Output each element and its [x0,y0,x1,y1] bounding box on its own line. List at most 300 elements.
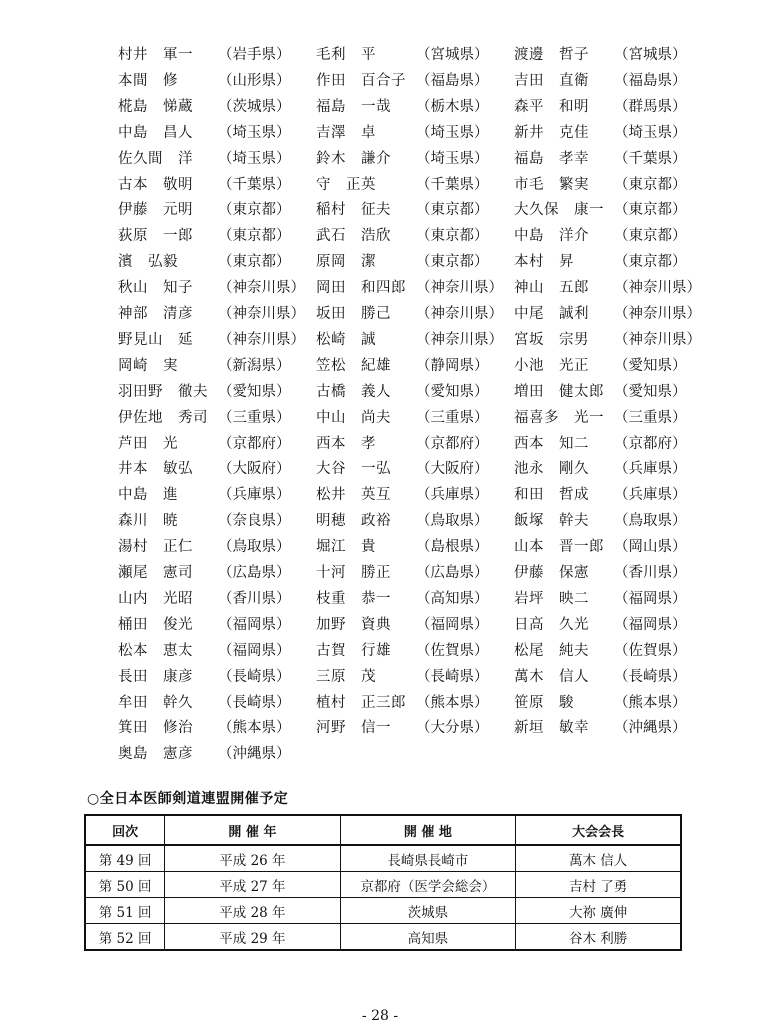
member-prefecture: （埼玉県） [218,124,291,141]
member-entry [118,249,308,275]
member-name: 毛利 平 [316,47,376,63]
member-name: 松本 恵太 [118,642,193,659]
member-prefecture: （香川県） [218,590,291,607]
member-entry [514,482,704,508]
member-entry [514,560,704,586]
member-entry [514,379,704,405]
member-prefecture: （福岡県） [614,590,687,607]
member-entry [316,146,506,172]
member-entry [514,146,704,172]
member-prefecture: （長崎県） [218,694,291,711]
member-prefecture: （群馬県） [614,98,687,115]
member-name: 羽田野 徹夫 [118,383,208,400]
member-entry [316,638,506,664]
member-entry [118,741,308,767]
member-prefecture: （東京都） [416,254,489,271]
member-prefecture: （愛知県） [416,383,489,400]
member-entry [316,560,506,586]
member-prefecture: （佐賀県） [614,642,687,659]
member-prefecture: （栃木県） [416,98,489,115]
member-row [0,68,760,94]
member-entry [118,405,308,431]
member-name: 西本 知二 [514,435,589,452]
member-entry [316,664,506,690]
member-name: 佐久間 洋 [118,150,193,167]
member-entry [118,664,308,690]
member-row [0,146,760,172]
member-prefecture: （神奈川県） [416,280,503,297]
member-prefecture: （東京都） [614,254,687,271]
member-prefecture: （奈良県） [218,513,291,530]
member-prefecture: （広島県） [218,565,291,581]
member-prefecture: （岡山県） [614,539,687,556]
member-entry [118,327,308,353]
member-entry [316,94,506,120]
member-prefecture: （神奈川県） [218,306,305,322]
member-prefecture: （島根県） [416,539,489,556]
member-prefecture: （東京都） [218,254,291,271]
member-entry [316,405,506,431]
member-entry [118,223,308,249]
member-prefecture: （愛知県） [218,383,291,400]
member-row [0,223,760,249]
member-name: 村井 軍一 [118,47,193,63]
member-name: 山本 晋一郎 [514,539,604,556]
member-row [0,379,760,405]
member-entry [316,353,506,379]
member-prefecture: （岩手県） [218,47,291,63]
member-entry [118,379,308,405]
member-entry [316,586,506,612]
member-name: 神部 清彦 [118,306,193,322]
member-name: 中島 洋介 [514,228,589,245]
member-name: 松崎 誠 [316,331,376,348]
member-entry [316,301,506,327]
member-entry [316,223,506,249]
member-prefecture: （鳥取県） [614,513,687,530]
member-row [0,690,760,716]
member-prefecture: （兵庫県） [416,487,489,504]
member-name: 池永 剛久 [514,461,589,478]
member-entry [514,690,704,716]
member-name: 飯塚 幹夫 [514,513,589,530]
member-name: 和田 哲成 [514,487,589,504]
member-row [0,431,760,457]
member-name: 大谷 一弘 [316,461,391,478]
member-name: 吉澤 卓 [316,124,376,141]
member-prefecture: （愛知県） [614,383,687,400]
member-prefecture: （福岡県） [218,642,291,659]
member-prefecture: （東京都） [614,228,687,245]
member-name: 山内 光昭 [118,590,193,607]
member-entry [514,664,704,690]
member-name: 市毛 繁実 [514,176,589,193]
member-entry [316,431,506,457]
member-name: 中島 進 [118,487,178,504]
member-row [0,172,760,198]
member-row [0,197,760,223]
member-name: 吉田 直衛 [514,72,589,89]
member-row [0,482,760,508]
member-entry [316,327,506,353]
member-prefecture: （埼玉県） [218,150,291,167]
member-name: 牟田 幹久 [118,694,193,711]
member-prefecture: （高知県） [416,590,489,607]
member-name: 芦田 光 [118,435,178,452]
member-entry [118,301,308,327]
cell-president: 大祢 廣伸 [516,898,681,924]
member-prefecture: （福島県） [614,72,687,89]
member-entry [514,42,704,68]
member-name: 伊藤 元明 [118,202,193,219]
member-prefecture: （長崎県） [416,668,489,685]
member-entry [514,353,704,379]
member-prefecture: （埼玉県） [416,150,489,167]
member-name: 福島 孝幸 [514,150,589,167]
member-prefecture: （神奈川県） [218,331,305,348]
member-name: 堀江 貴 [316,539,376,556]
member-entry [118,715,308,741]
member-name: 神山 五郎 [514,280,589,297]
header-president: 大会会長 [516,815,681,845]
member-name: 秋山 知子 [118,280,193,297]
member-prefecture: （京都府） [416,435,489,452]
cell-session: 第 52 回 [85,924,165,951]
table-row [85,898,681,924]
member-entry [118,508,308,534]
member-entry [316,68,506,94]
member-entry [514,223,704,249]
member-entry [118,560,308,586]
member-name: 岡崎 実 [118,357,178,374]
cell-venue: 高知県 [340,924,516,951]
member-row [0,456,760,482]
member-row [0,275,760,301]
member-entry [316,379,506,405]
cell-venue: 長崎県長崎市 [340,845,516,872]
member-name: 明穂 政裕 [316,513,391,530]
member-entry [316,534,506,560]
member-name: 桶田 俊光 [118,616,193,633]
member-row [0,560,760,586]
member-row [0,741,760,767]
member-prefecture: （神奈川県） [218,280,305,297]
member-name: 福島 一哉 [316,98,391,115]
member-prefecture: （埼玉県） [416,124,489,141]
header-session: 回次 [85,815,165,845]
member-row [0,405,760,431]
member-entry [118,172,308,198]
member-name: 伊佐地 秀司 [118,409,208,426]
member-name: 森平 和明 [514,98,589,115]
member-prefecture: （鳥取県） [218,539,291,556]
member-name: 植村 正三郎 [316,694,406,711]
section-heading: ○全日本医師剣道連盟開催予定 [87,791,289,807]
member-entry [514,586,704,612]
member-name: 本村 昇 [514,254,574,271]
member-entry [118,690,308,716]
member-prefecture: （佐賀県） [416,642,489,659]
cell-president: 谷木 利勝 [516,924,681,951]
member-name: 松井 英互 [316,487,391,504]
member-prefecture: （大阪府） [218,461,291,478]
member-entry [514,508,704,534]
member-prefecture: （神奈川県） [614,280,701,297]
member-prefecture: （兵庫県） [218,487,291,504]
member-entry [316,482,506,508]
member-entry [118,482,308,508]
member-prefecture: （千葉県） [416,176,489,193]
member-row [0,586,760,612]
member-name: 古賀 行雄 [316,642,391,659]
member-name: 松尾 純夫 [514,642,589,659]
member-name: 福喜多 光一 [514,409,604,426]
member-entry [514,405,704,431]
member-name: 井本 敏弘 [118,461,193,478]
member-row [0,301,760,327]
member-prefecture: （大阪府） [416,461,489,478]
cell-year: 平成 27 年 [165,872,340,898]
member-entry [514,197,704,223]
member-entry [118,431,308,457]
member-prefecture: （東京都） [416,202,489,219]
member-entry [316,120,506,146]
member-entry [118,146,308,172]
member-entry [514,275,704,301]
member-entry [316,715,506,741]
schedule-table [84,814,682,951]
member-name: 枝重 恭一 [316,590,391,607]
member-name: 大久保 康一 [514,202,604,219]
member-prefecture: （沖縄県） [218,746,291,763]
member-name: 日高 久光 [514,616,589,633]
member-name: 渡邊 哲子 [514,47,589,63]
member-entry [514,612,704,638]
cell-session: 第 50 回 [85,872,165,898]
member-entry [514,68,704,94]
member-name: 岡田 和四郎 [316,280,406,297]
member-row [0,353,760,379]
member-name: 椛島 悌蔵 [118,98,193,115]
table-row [85,872,681,898]
member-entry [118,534,308,560]
cell-year: 平成 29 年 [165,924,340,951]
member-prefecture: （福島県） [416,72,489,89]
page-number: - 28 - [361,1008,399,1024]
table-row [85,845,681,872]
member-entry [118,94,308,120]
member-entry [514,327,704,353]
member-entry [514,431,704,457]
member-entry [316,456,506,482]
member-prefecture: （長崎県） [614,668,687,685]
cell-year: 平成 26 年 [165,845,340,872]
member-name: 中山 尚夫 [316,409,391,426]
member-prefecture: （沖縄県） [614,720,687,737]
member-prefecture: （兵庫県） [614,461,687,478]
member-prefecture: （福岡県） [416,616,489,633]
header-venue: 開 催 地 [340,815,516,845]
member-name: 武石 浩欣 [316,228,391,245]
member-prefecture: （熊本県） [614,694,687,711]
member-prefecture: （三重県） [416,409,489,426]
member-prefecture: （長崎県） [218,668,291,685]
member-name: 古本 敬明 [118,176,193,193]
cell-year: 平成 28 年 [165,898,340,924]
member-prefecture: （神奈川県） [614,331,701,348]
member-entry [316,690,506,716]
member-prefecture: （広島県） [416,565,489,581]
cell-president: 萬木 信人 [516,845,681,872]
member-name: 本間 修 [118,72,178,89]
table-row [85,924,681,951]
member-entry [118,197,308,223]
table-header-row [85,815,681,845]
member-prefecture: （千葉県） [614,150,687,167]
member-prefecture: （千葉県） [218,176,291,193]
member-entry [316,172,506,198]
member-prefecture: （茨城県） [218,98,291,115]
member-prefecture: （兵庫県） [614,487,687,504]
member-entry [316,612,506,638]
member-row [0,249,760,275]
member-name: 宮坂 宗男 [514,331,589,348]
member-prefecture: （新潟県） [218,357,291,374]
member-name: 濱 弘毅 [118,254,178,271]
member-prefecture: （静岡県） [416,357,489,374]
member-entry [514,715,704,741]
member-entry [514,249,704,275]
member-prefecture: （大分県） [416,720,489,737]
member-prefecture: （京都府） [218,435,291,452]
member-name: 作田 百合子 [316,72,406,89]
member-prefecture: （東京都） [614,202,687,219]
member-entry [514,172,704,198]
member-name: 笹原 駿 [514,694,574,711]
member-name: 森川 暁 [118,513,178,530]
member-prefecture: （東京都） [218,228,291,245]
member-name: 小池 光正 [514,357,589,374]
member-entry [316,42,506,68]
cell-president: 吉村 了勇 [516,872,681,898]
member-name: 原岡 潔 [316,254,376,271]
member-row [0,327,760,353]
member-name: 岩坪 映二 [514,590,589,607]
cell-venue: 京都府（医学会総会） [340,872,516,898]
cell-session: 第 49 回 [85,845,165,872]
member-prefecture: （神奈川県） [416,306,503,322]
member-entry [118,68,308,94]
member-entry [316,508,506,534]
member-name: 長田 康彦 [118,668,193,685]
member-name: 笠松 紀雄 [316,357,391,374]
member-name: 加野 資典 [316,616,391,633]
member-name: 稲村 征夫 [316,202,391,219]
member-name: 中島 昌人 [118,124,193,141]
member-row [0,612,760,638]
member-name: 三原 茂 [316,668,376,685]
member-name: 荻原 一郎 [118,228,193,245]
member-entry [316,275,506,301]
member-entry [316,197,506,223]
member-row [0,508,760,534]
member-name: 西本 孝 [316,435,376,452]
member-entry [118,42,308,68]
member-prefecture: （福岡県） [614,616,687,633]
member-entry [118,586,308,612]
member-entry [514,638,704,664]
member-name: 守 正英 [316,176,376,193]
member-entry [118,612,308,638]
member-name: 中尾 誠利 [514,306,589,322]
member-prefecture: （神奈川県） [614,306,701,322]
member-name: 鈴木 謙介 [316,150,391,167]
member-prefecture: （山形県） [218,72,291,89]
member-name: 坂田 勝己 [316,306,391,322]
member-prefecture: （三重県） [614,409,687,426]
member-name: 伊藤 保憲 [514,565,589,581]
member-row [0,715,760,741]
member-name: 野見山 延 [118,331,193,348]
header-year: 開 催 年 [165,815,340,845]
member-entry [514,456,704,482]
member-prefecture: （東京都） [614,176,687,193]
member-entry [514,534,704,560]
member-name: 箕田 修治 [118,720,193,737]
member-entry [514,94,704,120]
member-row [0,638,760,664]
member-name: 新井 克佳 [514,124,589,141]
member-row [0,664,760,690]
member-row [0,94,760,120]
member-prefecture: （宮城県） [416,47,489,63]
cell-venue: 茨城県 [340,898,516,924]
member-prefecture: （東京都） [218,202,291,219]
member-entry [514,301,704,327]
member-name: 河野 信一 [316,720,391,737]
member-entry [118,638,308,664]
member-row [0,120,760,146]
member-name: 古橋 義人 [316,383,391,400]
member-prefecture: （愛知県） [614,357,687,374]
member-prefecture: （三重県） [218,409,291,426]
member-prefecture: （埼玉県） [614,124,687,141]
member-name: 萬木 信人 [514,668,589,685]
member-prefecture: （東京都） [416,228,489,245]
member-row [0,42,760,68]
member-prefecture: （熊本県） [416,694,489,711]
member-entry [514,120,704,146]
member-prefecture: （宮城県） [614,47,687,63]
member-entry [118,120,308,146]
member-prefecture: （福岡県） [218,616,291,633]
member-prefecture: （熊本県） [218,720,291,737]
member-name: 奥島 憲彦 [118,746,193,763]
member-name: 湯村 正仁 [118,539,193,556]
member-name: 十河 勝正 [316,565,391,581]
member-entry [118,456,308,482]
member-entry [118,275,308,301]
member-entry [118,353,308,379]
member-prefecture: （香川県） [614,565,687,581]
member-entry [316,249,506,275]
member-row [0,534,760,560]
member-name: 瀬尾 憲司 [118,565,193,581]
member-name: 増田 健太郎 [514,383,604,400]
member-name: 新垣 敏幸 [514,720,589,737]
cell-session: 第 51 回 [85,898,165,924]
member-prefecture: （京都府） [614,435,687,452]
